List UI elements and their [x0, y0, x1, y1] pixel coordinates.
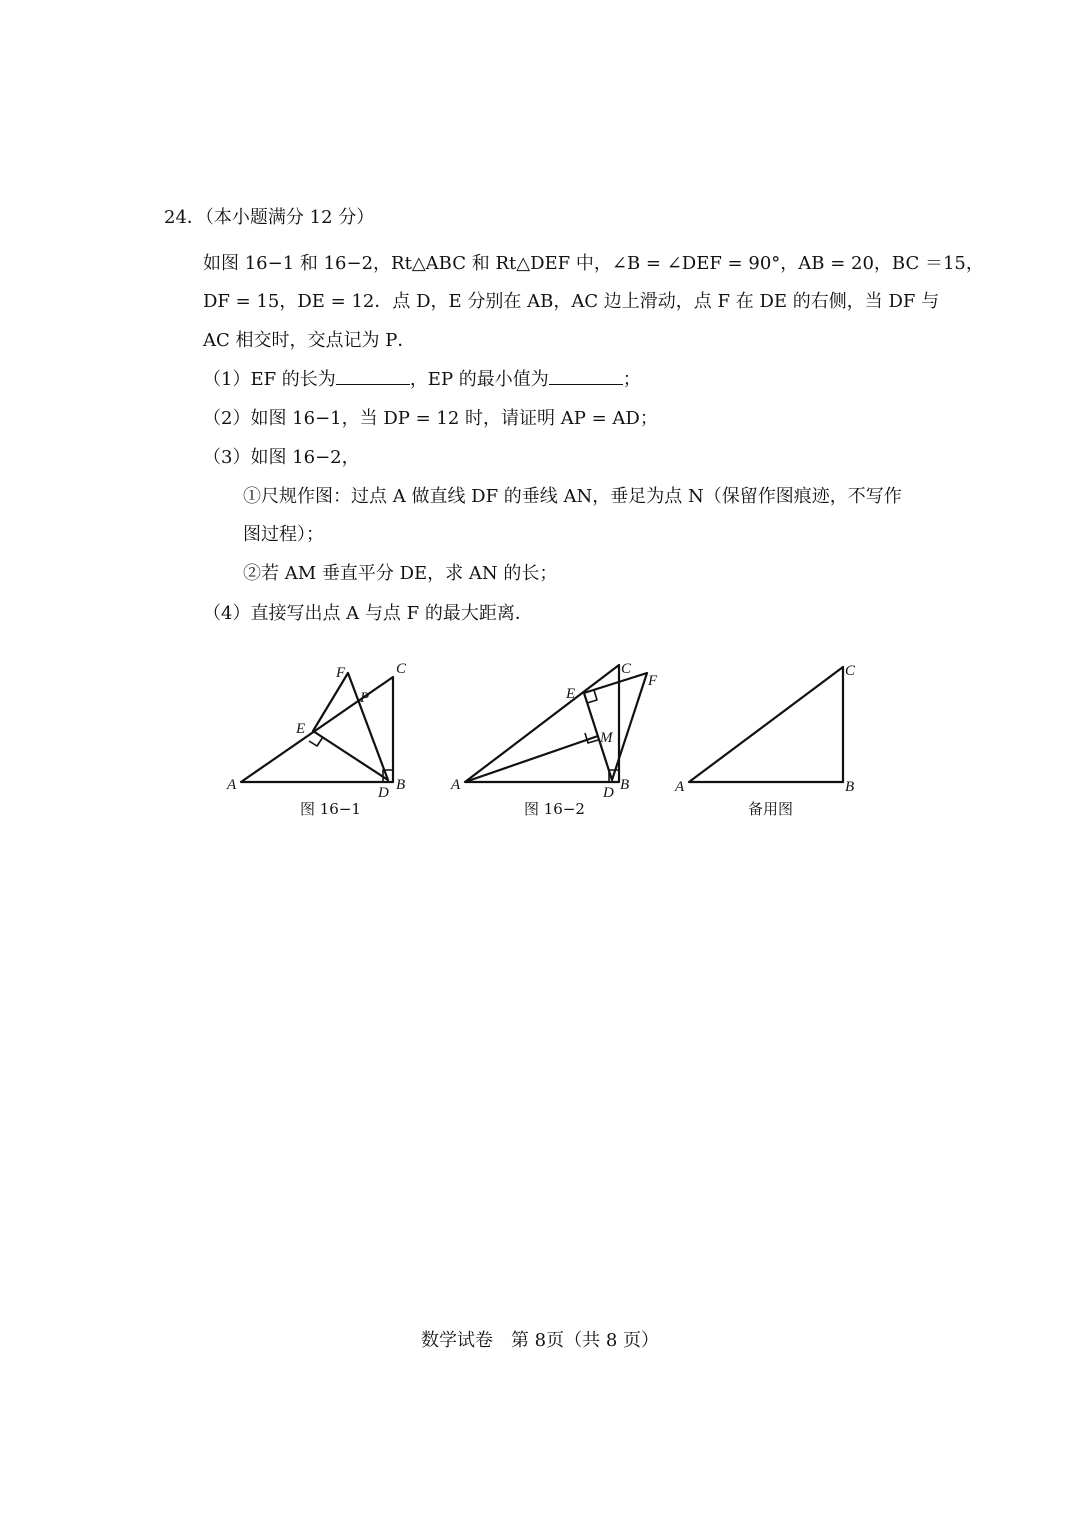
- question-header: 24．（本小题满分 12 分）: [164, 207, 375, 228]
- fig1-label-c: C: [396, 661, 407, 677]
- fig2-label-m: M: [600, 730, 613, 746]
- part-1-text-c: ；: [622, 369, 641, 390]
- fig2-caption: 图 16−2: [524, 800, 585, 818]
- fig1-label-d: D: [378, 785, 389, 801]
- part-3: （3）如图 16−2，: [203, 447, 360, 468]
- fig3-label-a: A: [675, 779, 685, 795]
- fig3-label-c: C: [845, 663, 856, 679]
- fig2-label-c: C: [621, 661, 632, 677]
- part-1-text-b: ，EP 的最小值为: [409, 369, 549, 390]
- part-3-b: ②若 AM 垂直平分 DE，求 AN 的长；: [243, 563, 558, 584]
- fig2-label-e: E: [566, 686, 576, 702]
- fig2-triangle-def: [584, 673, 647, 780]
- fig1-label-a: A: [227, 777, 237, 793]
- question-intro-line-1: 如图 16−1 和 16−2，Rt△ABC 和 Rt△DEF 中，∠B = ∠DEF = 90°，AB = 20，BC ＝15，: [203, 253, 984, 274]
- fig2-label-a: A: [451, 777, 461, 793]
- part-1-text-a: （1）EF 的长为: [203, 369, 336, 390]
- fig1-label-b: B: [396, 777, 406, 793]
- page-footer: 数学试卷 第 8页（共 8 页）: [420, 1330, 660, 1351]
- part-3-a-line-2: 图过程）；: [243, 524, 324, 545]
- fig2-label-d: D: [603, 785, 614, 801]
- fig1-label-f: F: [336, 665, 346, 681]
- part-2: （2）如图 16−1，当 DP = 12 时，请证明 AP = AD；: [203, 408, 658, 429]
- part-3-a-line-1: ①尺规作图：过点 A 做直线 DF 的垂线 AN，垂足为点 N（保留作图痕迹，不写作: [243, 486, 902, 507]
- fig3-label-b: B: [845, 779, 855, 795]
- question-intro-line-2: DF = 15，DE = 12．点 D，E 分别在 AB，AC 边上滑动，点 F 在 DE 的右侧，当 DF 与: [203, 291, 940, 312]
- fig1-caption: 图 16−1: [300, 800, 361, 818]
- fig3-caption: 备用图: [748, 800, 794, 818]
- part-4: （4）直接写出点 A 与点 F 的最大距离．: [203, 603, 533, 624]
- fig3-triangle-abc: [689, 667, 843, 782]
- fig1-right-angle-e: [309, 737, 323, 746]
- fig2-label-b: B: [620, 777, 630, 793]
- fig1-label-p: P: [360, 690, 370, 706]
- fig2-triangle-abc: [465, 665, 619, 782]
- question-intro-line-3: AC 相交时，交点记为 P．: [203, 330, 416, 351]
- fig2-segment-am: [465, 736, 598, 782]
- fig2-label-f: F: [648, 673, 658, 689]
- fig1-label-e: E: [296, 721, 306, 737]
